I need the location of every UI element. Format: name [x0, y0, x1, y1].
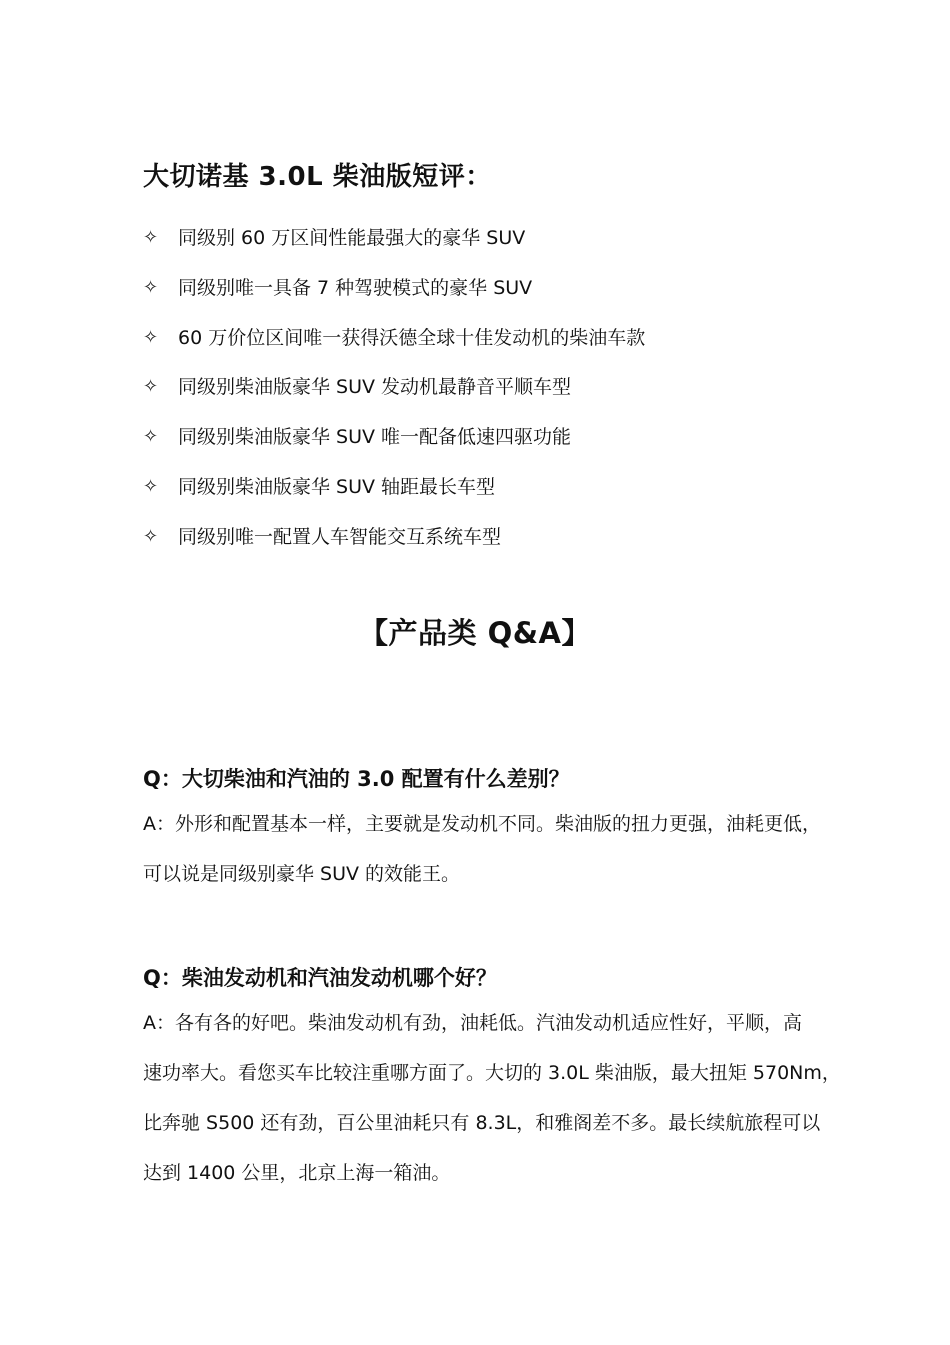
star-bullet-icon: ✧ [143, 376, 159, 398]
star-bullet-icon: ✧ [143, 326, 159, 348]
star-bullet-icon: ✧ [143, 227, 159, 248]
star-bullet-icon: ✧ [143, 525, 159, 547]
qa-section-heading: 【产品类 Q&A】 [359, 616, 591, 650]
qa-entry [143, 960, 841, 1198]
qa-question: Q：大切柴油和汽油的 3.0 配置有什么差别？ [143, 767, 570, 791]
star-bullet-icon: ✧ [143, 475, 159, 497]
list-item [143, 319, 645, 369]
list-item [143, 468, 645, 518]
review-title: 大切诺基 3.0L 柴油版短评： [143, 162, 492, 192]
qa-answer [143, 998, 841, 1198]
qa-entry [143, 761, 823, 899]
list-item [143, 219, 645, 269]
qa-answer-line: 比奔驰 S500 还有劲，百公里油耗只有 8.3L，和雅阁差不多。最长续航旅程可以 [143, 1112, 821, 1134]
qa-answer-line: A：各有各的好吧。柴油发动机有劲，油耗低。汽油发动机适应性好，平顺，高 [143, 1012, 802, 1034]
qa-answer-line: A：外形和配置基本一样，主要就是发动机不同。柴油版的扭力更强，油耗更低， [143, 813, 821, 835]
star-bullet-icon: ✧ [143, 276, 159, 298]
qa-question: Q：柴油发动机和汽油发动机哪个好？ [143, 966, 497, 990]
list-item [143, 518, 645, 568]
star-bullet-icon: ✧ [143, 426, 159, 448]
qa-answer-line: 达到 1400 公里，北京上海一箱油。 [143, 1162, 451, 1184]
list-item [143, 368, 645, 418]
list-item-text: 同级别 60 万区间性能最强大的豪华 SUV [178, 227, 526, 249]
list-item [143, 269, 645, 319]
list-item-text: 同级别唯一配置人车智能交互系统车型 [178, 525, 502, 548]
review-bullet-list [143, 219, 645, 568]
list-item-text: 同级别柴油版豪华 SUV 发动机最静音平顺车型 [178, 376, 572, 399]
list-item-text: 同级别柴油版豪华 SUV 唯一配备低速四驱功能 [178, 426, 572, 449]
qa-answer-line: 速功率大。看您买车比较注重哪方面了。大切的 3.0L 柴油版，最大扭矩 570Nm， [143, 1062, 841, 1084]
list-item-text: 同级别唯一具备 7 种驾驶模式的豪华 SUV [178, 276, 533, 299]
list-item [143, 418, 645, 468]
qa-answer-line: 可以说是同级别豪华 SUV 的效能王。 [143, 863, 461, 885]
qa-answer [143, 799, 823, 899]
list-item-text: 同级别柴油版豪华 SUV 轴距最长车型 [178, 475, 496, 498]
list-item-text: 60 万价位区间唯一获得沃德全球十佳发动机的柴油车款 [178, 326, 646, 349]
